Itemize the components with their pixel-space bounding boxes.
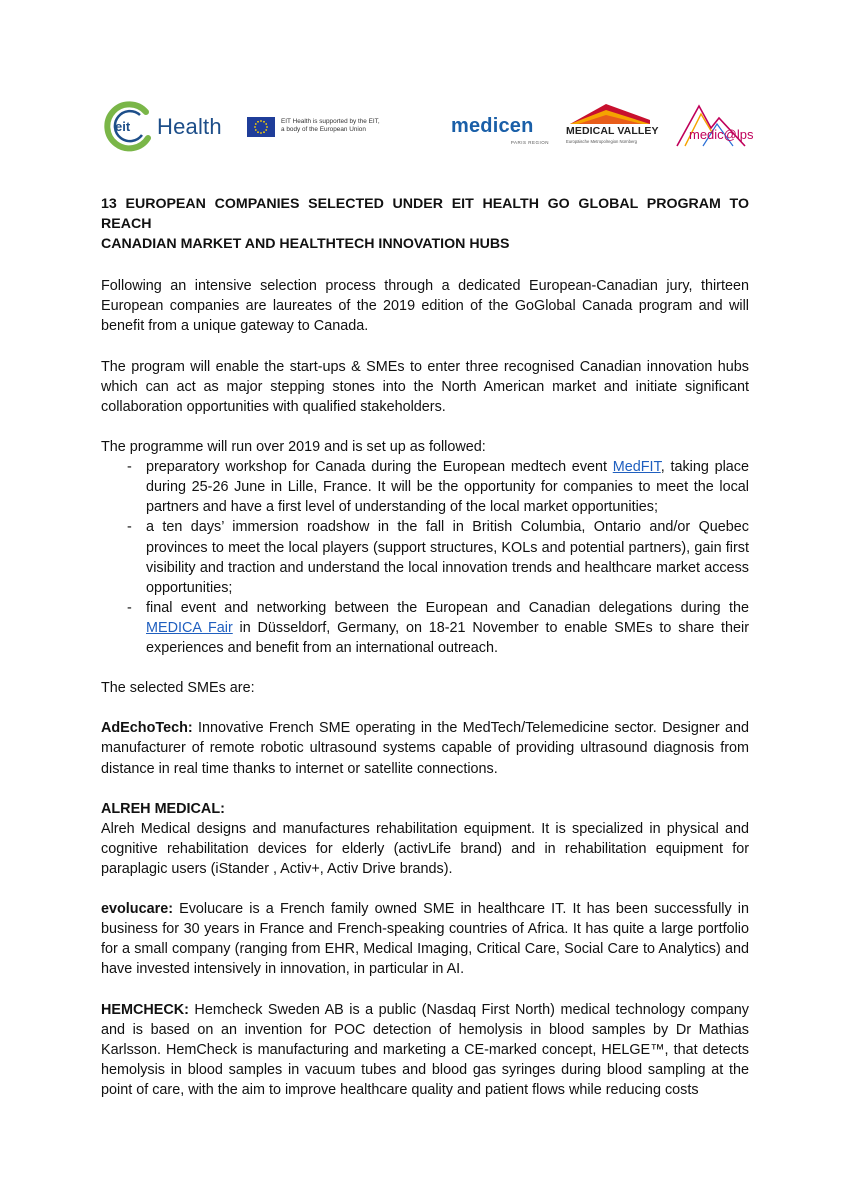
step-3-text-before: final event and networking between the European and Canadian delegations during the: [146, 599, 749, 616]
medical-valley-logo: [566, 102, 659, 154]
eu-support-line-2: a body of the European Union: [281, 126, 366, 133]
intro-paragraph: Following an intensive selection process through a dedicated European-Canadian jury, thirteen European companies are laureates of the 2019 edition of the GoGlobal Canada program and will benefit from a unique gateway to Canada.: [101, 278, 749, 335]
selected-smes-heading: The selected SMEs are:: [101, 680, 255, 697]
medfit-link[interactable]: MedFIT: [612, 459, 661, 476]
company-description: Evolucare is a French family owned SME in healthcare IT. It has been successfully in business for 30 years in France and French-speaking countries of Africa. It has quite a large portfolio for a small company (ranging from EHR, Medical Imaging, Critical Care, Social Care to Analytics) and have invested intensively in innovation, in particular in AI.: [101, 901, 749, 978]
program-paragraph: The program will enable the start-ups & SMEs to enter three recognised Canadian innovation hubs which can act as major stepping stones into the North American market and initiate significant collaboration opportunities with qualified stakeholders.: [101, 358, 749, 415]
step-1-text-after: , taking place during 25-26 June in Lille, France. It will be the opportunity for companies to meet the local partners and have a first level of understanding of the local market opportunities;: [146, 459, 749, 516]
eit-health-logo: [100, 100, 230, 152]
programme-schedule-intro: The programme will run over 2019 and is set up as followed:: [101, 439, 486, 456]
eit-health-wordmark: Health: [157, 114, 222, 139]
press-release-body: [101, 194, 749, 1100]
company-alreh: Alreh Medical designs and manufactures rehabilitation equipment. It is specialized in physical and cognitive rehabilitation devices for elderly (activLife brand) and in rehabilitation equipment for paraplagic users (iStander , Activ+, Activ Drive brands).: [101, 820, 749, 877]
medical-valley-arc-icon: [568, 102, 652, 126]
eu-support-line-1: EIT Health is supported by the EIT,: [281, 118, 380, 125]
medicen-wordmark: medicen: [451, 115, 534, 137]
medical-valley-subtitle: Europäische Metropolregion Nürnberg: [566, 139, 637, 144]
company-name: evolucare:: [101, 901, 173, 918]
medical-valley-wordmark: MEDICAL VALLEY: [566, 125, 659, 137]
eu-support-text: [281, 118, 411, 134]
medicen-logo: [451, 115, 549, 147]
title-line-1: 13 EUROPEAN COMPANIES SELECTED UNDER EIT HEALTH GO GLOBAL PROGRAM TO REACH: [101, 196, 749, 233]
company-adechotech: [101, 718, 749, 778]
medicen-subtitle: PARIS REGION: [510, 140, 549, 145]
title-line-2: CANADIAN MARKET AND HEALTHTECH INNOVATION HUBS: [101, 236, 510, 253]
company-name: AdEchoTech:: [101, 720, 193, 737]
list-item: [127, 598, 749, 658]
medicalps-wordmark: medic@lps: [689, 127, 754, 142]
company-evolucare: [101, 899, 749, 979]
medicalps-logo: [673, 100, 753, 154]
logo-strip: [100, 98, 760, 160]
list-item: [127, 517, 749, 597]
svg-text:eit: eit: [115, 119, 131, 134]
page-title: [101, 194, 749, 254]
company-description: Hemcheck Sweden AB is a public (Nasdaq First North) medical technology company and is based on an invention for POC detection of hemolysis in blood samples by Dr Mathias Karlsson. HemCheck is manufacturing and marketing a CE-marked concept, HELGE™, that detects hemolysis in blood samples in vacuum tubes and blood gas syringes during blood sampling at the point of care, with the aim to improve healthcare quality and patient flows while reducing costs: [101, 1001, 749, 1099]
company-alreh-name: [101, 799, 749, 819]
company-description: Innovative French SME operating in the MedTech/Telemedicine sector. Designer and manufacturer of remote robotic ultrasound systems capable of providing ultrasound diagnosis from distance in real time thanks to internet or satellite connections.: [101, 720, 749, 777]
eit-circle-icon: [100, 100, 156, 152]
step-1-text-before: preparatory workshop for Canada during the European medtech event: [146, 459, 613, 476]
step-2-text: a ten days’ immersion roadshow in the fall in British Columbia, Ontario and/or Quebec provinces to meet the local players (support structures, KOLs and potential partners), gain first visibility and traction and understand the local innovation trends and healthcare market access opportunities;: [146, 519, 749, 596]
eu-support-logo: [247, 117, 457, 143]
step-3-text-after: in Düsseldorf, Germany, on 18-21 November to enable SMEs to share their experiences and benefit from an international outreach.: [146, 619, 749, 656]
company-name: ALREH MEDICAL:: [101, 800, 225, 817]
medica-fair-link[interactable]: MEDICA Fair: [146, 619, 233, 636]
eu-flag-icon: [247, 117, 275, 137]
programme-steps-list: [127, 457, 749, 658]
company-name: HEMCHECK:: [101, 1001, 189, 1018]
company-hemcheck: [101, 1000, 749, 1100]
list-item: [127, 457, 749, 517]
